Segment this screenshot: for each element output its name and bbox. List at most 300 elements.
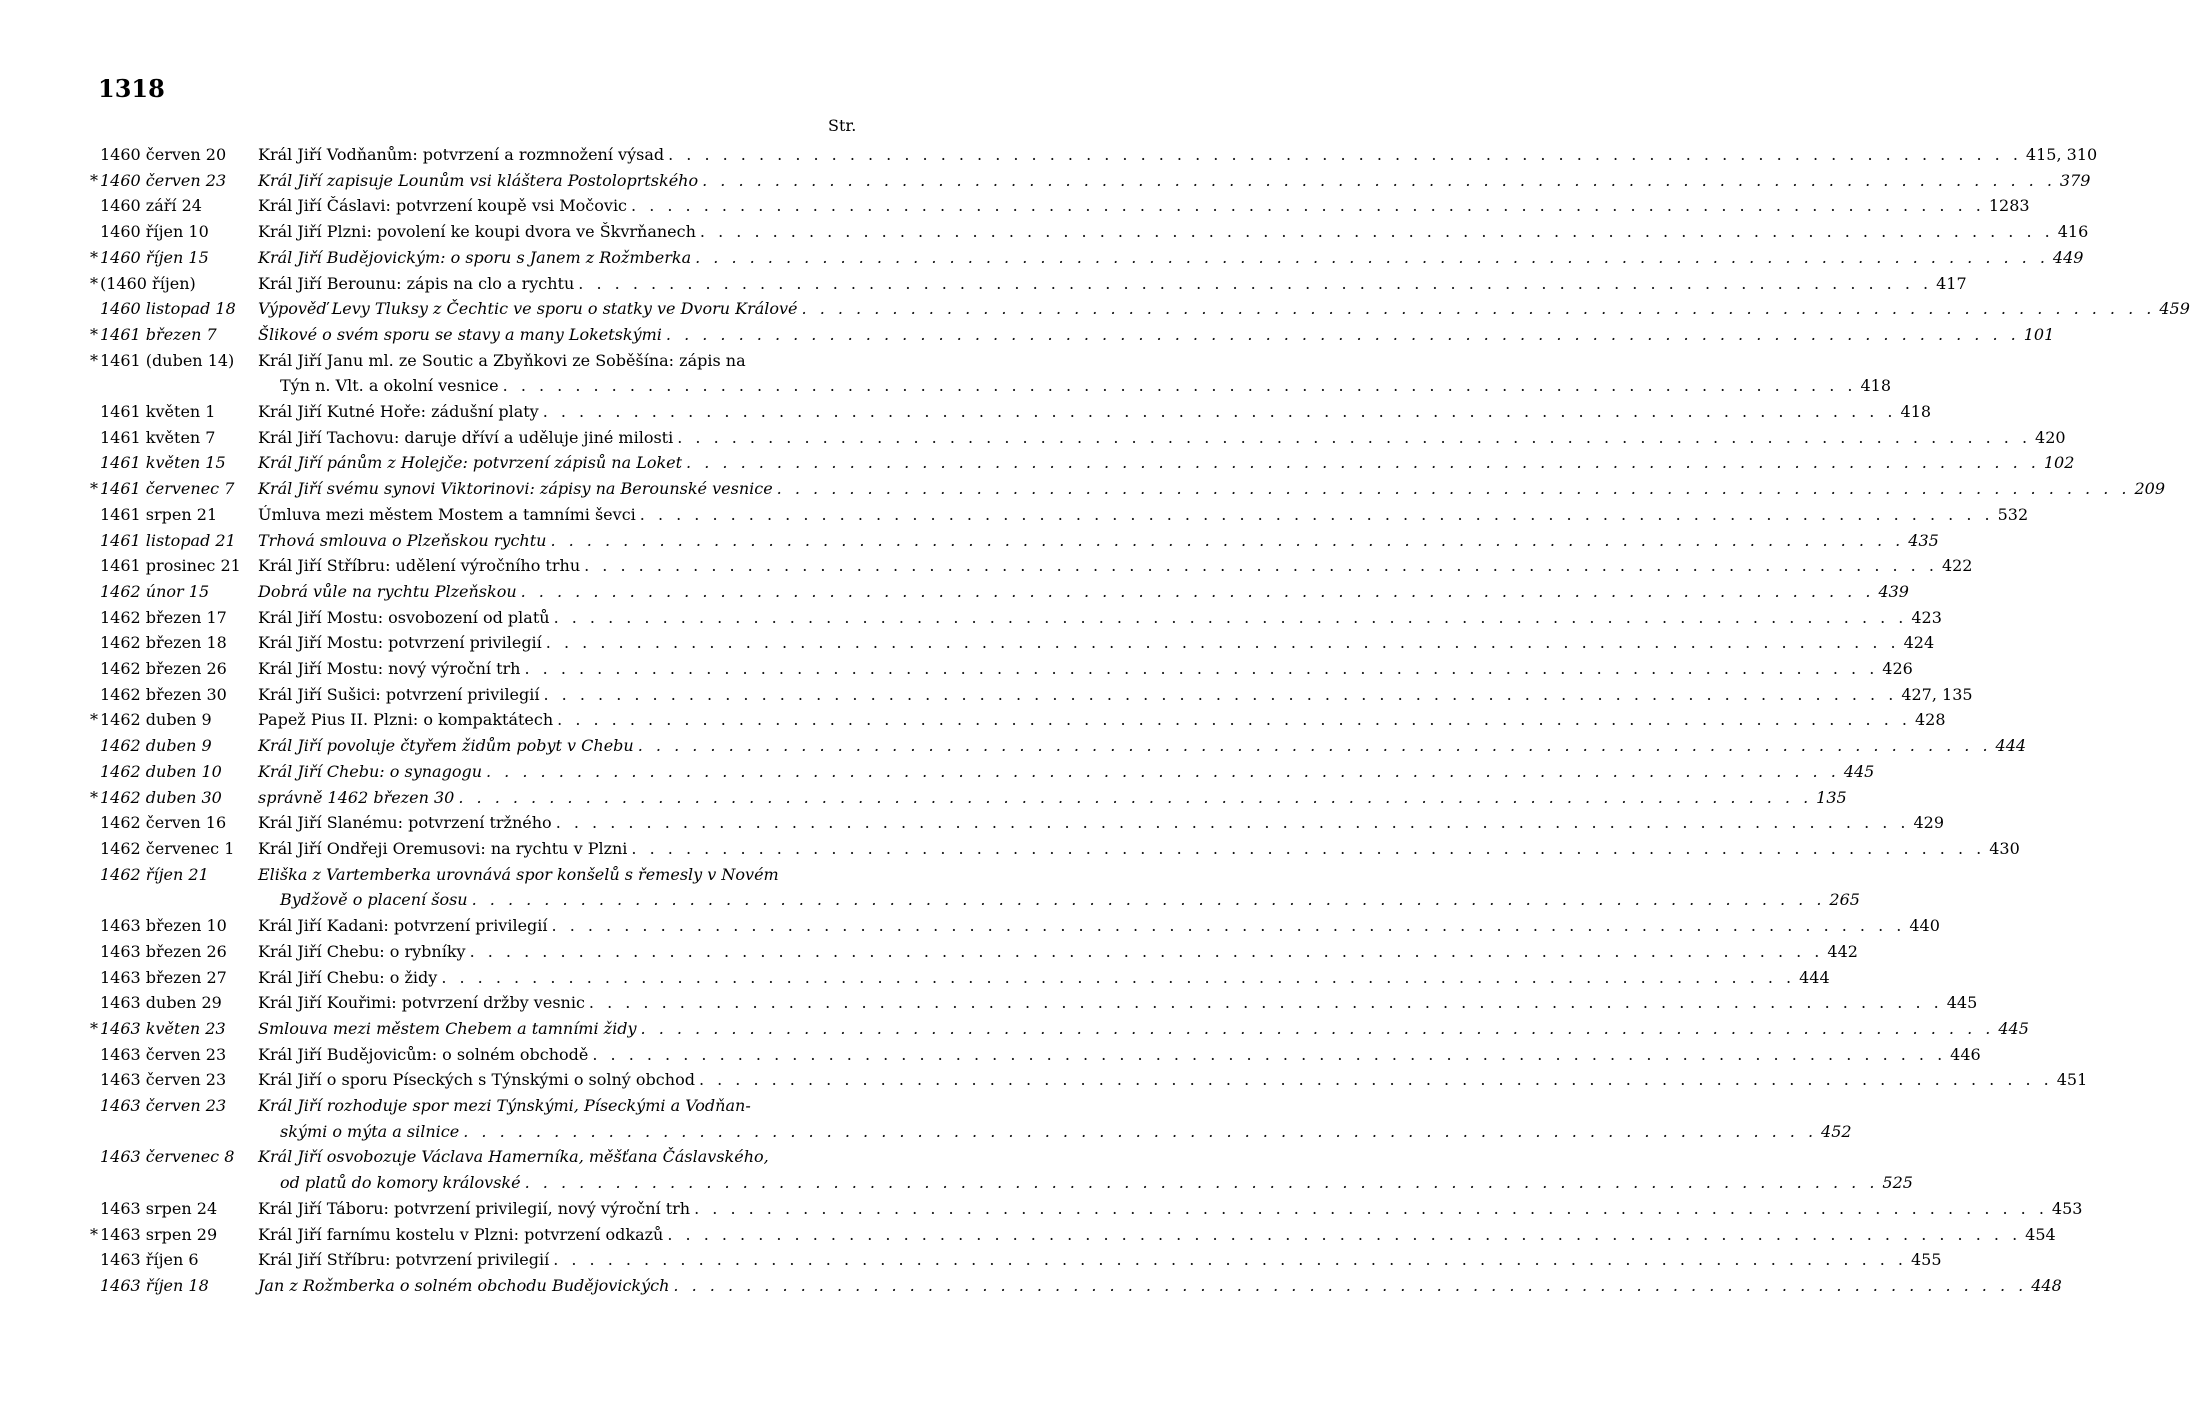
- entry-title: Král Jiří Budějovicům: o solném obchodě: [258, 1044, 589, 1064]
- entry-title: Výpověď Levy Tluksy z Čechtic ve sporu o statky ve Dvoru Králové: [258, 299, 798, 319]
- entry-body: [258, 707, 1946, 733]
- dot-leader: [437, 965, 1799, 991]
- dot-leader: [585, 990, 1947, 1016]
- dot-leader: [580, 553, 1942, 579]
- entry-title: Král Jiří o sporu Píseckých s Týnskými o solný obchod: [258, 1070, 695, 1090]
- entry-title: Král Jiří osvobozuje Václava Hamerníka, měšťana Čáslavského,: [258, 1147, 769, 1167]
- entry-date-text: 1463 březen 26: [100, 941, 227, 961]
- entry-body: [258, 605, 1942, 631]
- entry-date-text: 1460 říjen 10: [100, 222, 209, 242]
- entry-line: [258, 245, 2084, 271]
- entry-page-number: 532: [1997, 504, 2029, 524]
- toc-entry: [90, 193, 2030, 219]
- entry-body: [258, 219, 2089, 245]
- dot-leader: [698, 168, 2060, 194]
- entry-star-marker: *: [90, 273, 98, 293]
- toc-entry: [90, 733, 2027, 759]
- entry-page-number: 442: [1827, 941, 1858, 961]
- toc-entry: [90, 759, 1875, 785]
- toc-entry: [90, 707, 1946, 733]
- entry-line: [258, 476, 2166, 502]
- entry-title: Král Jiří Kutné Hoře: zádušní platy: [258, 402, 539, 422]
- entry-date: [90, 168, 258, 194]
- entry-body: [258, 579, 1909, 605]
- toc-entry: [90, 836, 2020, 862]
- entry-title: Král Jiří Sušici: potvrzení privilegií: [258, 684, 540, 704]
- entry-star-marker: *: [90, 170, 98, 190]
- entry-date-text: 1460 listopad 18: [100, 299, 236, 319]
- entry-page-number: 455: [1911, 1250, 1942, 1270]
- entry-date-text: 1461 prosinec 21: [100, 556, 241, 576]
- entry-line: [258, 1067, 2088, 1093]
- entry-body: [258, 476, 2166, 502]
- entry-date-text: 1463 březen 10: [100, 916, 227, 936]
- entry-date: [90, 296, 258, 322]
- entry-title: Dobrá vůle na rychtu Plzeňskou: [258, 581, 517, 601]
- toc-entry: [90, 553, 1973, 579]
- entry-line: [258, 296, 2190, 322]
- entry-star-marker: *: [90, 787, 98, 807]
- toc-entry: [90, 142, 2098, 168]
- entry-title: Král Jiří Vodňanům: potvrzení a rozmnožení výsad: [258, 145, 665, 164]
- entry-date-text: 1463 duben 29: [100, 993, 222, 1013]
- entry-body: [258, 296, 2190, 322]
- entry-page-number: 525: [1882, 1173, 1913, 1193]
- entry-date: [90, 425, 258, 451]
- toc-entry: [90, 1067, 2088, 1093]
- page-number: 1318: [98, 74, 165, 103]
- toc-entry: [90, 682, 1973, 708]
- entry-title: Jan z Rožmberka o solném obchodu Budějovických: [258, 1275, 670, 1295]
- entry-title: Král Jiří povoluje čtyřem židům pobyt v Chebu: [258, 736, 634, 756]
- toc-entry: [90, 630, 1935, 656]
- entry-line: [258, 785, 1847, 811]
- entry-date: [90, 1196, 258, 1222]
- entry-page-number: 415, 310: [2025, 145, 2098, 164]
- entry-page-number: 430: [1989, 838, 2020, 858]
- entry-date: [90, 553, 258, 579]
- entry-body: [258, 271, 1967, 297]
- toc-entry: [90, 1016, 2029, 1042]
- toc-entry: [90, 990, 1978, 1016]
- entry-title: Král Jiří Kadani: potvrzení privilegií: [258, 916, 548, 936]
- toc-entry: [90, 271, 1967, 297]
- entry-page-number: 448: [2031, 1275, 2062, 1295]
- entry-date: [90, 193, 258, 219]
- entry-title: Papež Pius II. Plzni: o kompaktátech: [258, 710, 554, 730]
- entry-title: Král Jiří Slanému: potvrzení tržného: [258, 813, 552, 833]
- entry-date-text: 1461 květen 7: [100, 427, 216, 447]
- entry-line: [258, 528, 1939, 554]
- entry-line: [258, 1273, 2062, 1299]
- entry-line: [258, 1016, 2029, 1042]
- entry-date-text: 1463 srpen 24: [100, 1198, 218, 1218]
- entry-body: [258, 502, 2029, 528]
- entry-line: [258, 913, 1940, 939]
- dot-leader: [466, 939, 1828, 965]
- entry-date-text: 1461 srpen 21: [100, 504, 218, 524]
- entry-line: [258, 502, 2029, 528]
- entry-date: [90, 528, 258, 554]
- toc-entry: [90, 296, 2190, 322]
- toc-entry: [90, 1222, 2056, 1248]
- entry-title: Král Jiří rozhoduje spor mezi Týnskými, Píseckými a Vodňan-: [258, 1096, 751, 1116]
- entry-body: [258, 1016, 2029, 1042]
- entry-date: [90, 656, 258, 682]
- entry-body: [258, 990, 1978, 1016]
- entry-body: [258, 348, 1891, 399]
- toc-entry: [90, 528, 1939, 554]
- entry-page-number: 444: [1995, 736, 2027, 756]
- entry-body: [258, 1144, 1913, 1195]
- entry-date: [90, 1042, 258, 1068]
- toc-entry: [90, 862, 1860, 913]
- dot-leader: [673, 425, 2035, 451]
- entry-line: [258, 682, 1973, 708]
- entry-title: Šlikové o svém sporu se stavy a many Loketskými: [258, 324, 662, 344]
- entry-line: [258, 142, 2098, 168]
- entry-date-text: 1463 říjen 6: [100, 1250, 199, 1270]
- entry-page-number: 102: [2043, 453, 2075, 473]
- dot-leader: [520, 656, 1882, 682]
- dot-leader: [669, 1273, 2031, 1299]
- entry-page-number: 428: [1914, 710, 1946, 730]
- entry-date-text: 1462 říjen 21: [100, 864, 209, 884]
- dot-leader: [636, 502, 1998, 528]
- entry-title: Týn n. Vlt. a okolní vesnice: [280, 376, 499, 396]
- toc-entry: [90, 785, 1847, 811]
- dot-leader: [550, 605, 1912, 631]
- entry-date-text: 1463 srpen 29: [100, 1224, 218, 1244]
- entry-date-text: 1461 květen 1: [100, 402, 216, 422]
- entry-line: [258, 1247, 1942, 1273]
- entry-body: [258, 682, 1973, 708]
- entry-line: [258, 990, 1978, 1016]
- entry-title: Král Jiří Plzni: povolení ke koupi dvora ve Škvrňanech: [258, 222, 696, 242]
- entry-title: Eliška z Vartemberka urovnává spor konšelů s řemesly v Novém: [258, 864, 779, 884]
- entry-title: Král Jiří Kouřimi: potvrzení držby vesnic: [258, 993, 585, 1013]
- entry-body: [258, 245, 2084, 271]
- entry-page-number: 423: [1911, 607, 1942, 627]
- entry-line: [258, 168, 2091, 194]
- entry-page-number: 265: [1829, 890, 1860, 910]
- entry-date-text: 1462 březen 17: [100, 607, 227, 627]
- entry-date-text: 1462 březen 30: [100, 684, 227, 704]
- toc-entry: [90, 425, 2066, 451]
- entry-date: [90, 348, 258, 374]
- entry-title: Král Jiří svému synovi Viktorinovi: zápisy na Berounské vesnice: [258, 479, 773, 499]
- entry-page-number: 453: [2051, 1198, 2083, 1218]
- dot-leader: [682, 450, 2044, 476]
- entry-star-marker: *: [90, 1018, 98, 1038]
- entry-title: Úmluva mezi městem Mostem a tamními ševci: [258, 504, 636, 524]
- entry-body: [258, 862, 1860, 913]
- entry-page-number: 209: [2134, 479, 2166, 499]
- entry-title: správně 1462 březen 30: [258, 787, 455, 807]
- entry-date-text: 1462 únor 15: [100, 581, 210, 601]
- toc-entry: [90, 605, 1942, 631]
- entry-line: [258, 425, 2066, 451]
- entry-title: Král Jiří Ondřeji Oremusovi: na rychtu v Plzni: [258, 838, 628, 858]
- toc-entry: [90, 1273, 2062, 1299]
- entry-line: [258, 810, 1945, 836]
- entry-date-text: 1460 září 24: [100, 196, 202, 216]
- entry-line: [258, 862, 880, 888]
- toc-entry: [90, 245, 2084, 271]
- entry-page-number: 379: [2059, 170, 2091, 190]
- entry-body: [258, 939, 1858, 965]
- entry-title: Král Jiří Berounu: zápis na clo a rychtu: [258, 273, 575, 293]
- entry-page-number: 459: [2159, 299, 2190, 319]
- entry-page-number: 435: [1908, 530, 1939, 550]
- entry-line: [258, 1170, 1913, 1196]
- entry-page-number: 101: [2023, 324, 2055, 344]
- entry-date-text: 1462 duben 30: [100, 787, 222, 807]
- entry-title: Král Jiří Janu ml. ze Soutic a Zbyňkovi ze Soběšína: zápis na: [258, 350, 746, 370]
- entry-date: [90, 630, 258, 656]
- entry-body: [258, 1067, 2088, 1093]
- entry-date: [90, 862, 258, 888]
- entry-page-number: 418: [1900, 402, 1932, 422]
- entry-title: Král Jiří zapisuje Lounům vsi kláštera Postoloprtského: [258, 170, 699, 190]
- entry-date: [90, 1247, 258, 1273]
- dot-leader: [546, 528, 1908, 554]
- entry-page-number: 422: [1941, 556, 1973, 576]
- entry-title: Král Jiří Stříbru: udělení výročního trhu: [258, 556, 581, 576]
- dot-leader: [627, 193, 1989, 219]
- dot-leader: [548, 913, 1910, 939]
- entry-page-number: 418: [1860, 376, 1891, 396]
- entry-date: [90, 1093, 258, 1119]
- entry-title: Král Jiří Mostu: osvobození od platů: [258, 607, 550, 627]
- dot-leader: [798, 296, 2160, 322]
- entry-date: [90, 502, 258, 528]
- entry-line: [258, 630, 1935, 656]
- dot-leader: [691, 245, 2053, 271]
- dot-leader: [690, 1196, 2052, 1222]
- dot-leader: [637, 1016, 1999, 1042]
- dot-leader: [549, 1247, 1911, 1273]
- entry-body: [258, 322, 2055, 348]
- entry-body: [258, 193, 2030, 219]
- toc-entry: [90, 168, 2091, 194]
- entry-date-text: 1463 červenec 8: [100, 1147, 235, 1167]
- entry-line: [258, 193, 2030, 219]
- entry-page-number: 429: [1913, 813, 1945, 833]
- entry-date-text: 1461 květen 15: [100, 453, 226, 473]
- entry-title: Bydžově o placení šosu: [280, 890, 468, 910]
- dot-leader: [542, 630, 1904, 656]
- entry-page-number: 452: [1821, 1121, 1852, 1141]
- entry-body: [258, 1196, 2083, 1222]
- entry-title: Král Jiří pánům z Holejče: potvrzení zápisů na Loket: [258, 453, 683, 473]
- toc-entry: [90, 1042, 1981, 1068]
- entry-line: [258, 965, 1830, 991]
- entry-date-text: 1462 duben 9: [100, 736, 212, 756]
- entry-date-text: 1462 březen 18: [100, 633, 227, 653]
- entry-date-text: 1460 červen 20: [100, 145, 227, 164]
- entry-line: [258, 733, 2027, 759]
- entry-page-number: 446: [1950, 1044, 1981, 1064]
- entry-date-text: 1463 červen 23: [100, 1096, 227, 1116]
- dot-leader: [482, 759, 1844, 785]
- entry-line: [258, 348, 880, 374]
- dot-leader: [695, 1067, 2057, 1093]
- entry-body: [258, 913, 1940, 939]
- entry-line: [258, 450, 2075, 476]
- entry-date-text: 1460 říjen 15: [100, 247, 209, 267]
- entry-date: [90, 1144, 258, 1170]
- entry-title: Král Jiří Chebu: o rybníky: [258, 941, 466, 961]
- toc-entry: [90, 1196, 2083, 1222]
- entry-body: [258, 425, 2066, 451]
- entry-date-text: 1462 červen 16: [100, 813, 227, 833]
- entry-body: [258, 810, 1945, 836]
- entry-star-marker: *: [90, 1224, 98, 1244]
- entry-title: Král Jiří Čáslavi: potvrzení koupě vsi Močovic: [258, 196, 628, 216]
- dot-leader: [552, 810, 1914, 836]
- entry-date-text: 1461 březen 7: [100, 324, 217, 344]
- entry-body: [258, 785, 1847, 811]
- entry-title: Král Jiří Chebu: o židy: [258, 967, 438, 987]
- entry-star-marker: *: [90, 324, 98, 344]
- entry-body: [258, 1042, 1981, 1068]
- entry-date: [90, 913, 258, 939]
- entry-page-number: 451: [2056, 1070, 2088, 1090]
- entry-date-text: 1460 červen 23: [100, 170, 227, 190]
- entry-line: [258, 1196, 2083, 1222]
- entry-title: Král Jiří Táboru: potvrzení privilegií, nový výroční trh: [258, 1198, 691, 1218]
- entry-date: [90, 707, 258, 733]
- entry-page-number: 439: [1878, 581, 1909, 601]
- entry-line: [258, 939, 1858, 965]
- entry-star-marker: *: [90, 710, 98, 730]
- dot-leader: [627, 836, 1989, 862]
- entry-title: Král Jiří Mostu: potvrzení privilegií: [258, 633, 542, 653]
- entry-body: [258, 1093, 1852, 1144]
- dot-leader: [664, 142, 2026, 168]
- table-of-contents: [90, 142, 2190, 1299]
- dot-leader: [553, 707, 1915, 733]
- entry-title: Král Jiří Tachovu: daruje dříví a uděluje jiné milosti: [258, 427, 674, 447]
- toc-entry: [90, 965, 1830, 991]
- entry-title: Král Jiří Stříbru: potvrzení privilegií: [258, 1250, 550, 1270]
- dot-leader: [540, 682, 1902, 708]
- entry-line: [258, 1222, 2056, 1248]
- entry-body: [258, 553, 1973, 579]
- entry-line: [258, 579, 1909, 605]
- entry-page-number: 416: [2057, 222, 2089, 242]
- entry-line: [258, 1144, 880, 1170]
- entry-date: [90, 579, 258, 605]
- entry-star-marker: *: [90, 350, 98, 370]
- entry-date-text: 1461 listopad 21: [100, 530, 236, 550]
- toc-entry: [90, 450, 2075, 476]
- entry-line: [258, 322, 2055, 348]
- entry-date-text: 1463 červen 23: [100, 1044, 227, 1064]
- toc-entry: [90, 1247, 1942, 1273]
- entry-line: [258, 219, 2089, 245]
- dot-leader: [588, 1042, 1950, 1068]
- entry-body: [258, 1273, 2062, 1299]
- entry-date: [90, 836, 258, 862]
- entry-date: [90, 990, 258, 1016]
- entry-page-number: 445: [1946, 993, 1978, 1013]
- dot-leader: [539, 399, 1901, 425]
- dot-leader: [517, 579, 1879, 605]
- entry-date-text: 1462 březen 26: [100, 659, 227, 679]
- entry-page-number: 449: [2052, 247, 2084, 267]
- entry-date: [90, 1273, 258, 1299]
- entry-page-number: 417: [1936, 273, 1967, 293]
- entry-body: [258, 528, 1939, 554]
- entry-line: [258, 1119, 1852, 1145]
- entry-body: [258, 630, 1935, 656]
- entry-line: [258, 836, 2020, 862]
- entry-line: [258, 1093, 880, 1119]
- entry-date: [90, 322, 258, 348]
- entry-date-text: 1463 říjen 18: [100, 1275, 209, 1295]
- dot-leader: [662, 322, 2024, 348]
- entry-body: [258, 399, 1932, 425]
- dot-leader: [521, 1170, 1883, 1196]
- entry-date: [90, 450, 258, 476]
- entry-body: [258, 168, 2091, 194]
- entry-line: [258, 605, 1942, 631]
- entry-date: [90, 219, 258, 245]
- entry-line: [258, 271, 1967, 297]
- toc-entry: [90, 348, 1891, 399]
- entry-date-text: 1462 červenec 1: [100, 838, 235, 858]
- entry-date-text: 1462 duben 9: [100, 710, 212, 730]
- toc-entry: [90, 399, 1932, 425]
- entry-line: [258, 707, 1946, 733]
- toc-entry: [90, 810, 1945, 836]
- entry-date-text: 1463 květen 23: [100, 1018, 226, 1038]
- toc-entry: [90, 219, 2089, 245]
- entry-date: [90, 785, 258, 811]
- entry-title: Král Jiří Chebu: o synagogu: [258, 761, 482, 781]
- entry-date-text: 1463 červen 23: [100, 1070, 227, 1090]
- entry-line: [258, 399, 1932, 425]
- entry-page-number: 445: [1843, 761, 1875, 781]
- entry-page-number: 445: [1998, 1018, 2029, 1038]
- toc-entry: [90, 322, 2055, 348]
- toc-entry: [90, 1093, 1852, 1144]
- entry-body: [258, 965, 1830, 991]
- entry-line: [258, 887, 1860, 913]
- entry-date: [90, 759, 258, 785]
- toc-entry: [90, 913, 1940, 939]
- entry-date: [90, 682, 258, 708]
- entry-date: [90, 605, 258, 631]
- dot-leader: [634, 733, 1996, 759]
- entry-date: [90, 1222, 258, 1248]
- dot-leader: [499, 373, 1861, 399]
- entry-page-number: 440: [1909, 916, 1940, 936]
- toc-entry: [90, 476, 2166, 502]
- entry-date-text: (1460 říjen): [100, 273, 196, 293]
- entry-page-number: 444: [1799, 967, 1830, 987]
- entry-body: [258, 450, 2075, 476]
- entry-date: [90, 245, 258, 271]
- toc-entry: [90, 656, 1913, 682]
- toc-entry: [90, 579, 1909, 605]
- entry-page-number: 426: [1882, 659, 1913, 679]
- dot-leader: [454, 785, 1816, 811]
- entry-page-number: 1283: [1988, 196, 2030, 216]
- dot-leader: [773, 476, 2135, 502]
